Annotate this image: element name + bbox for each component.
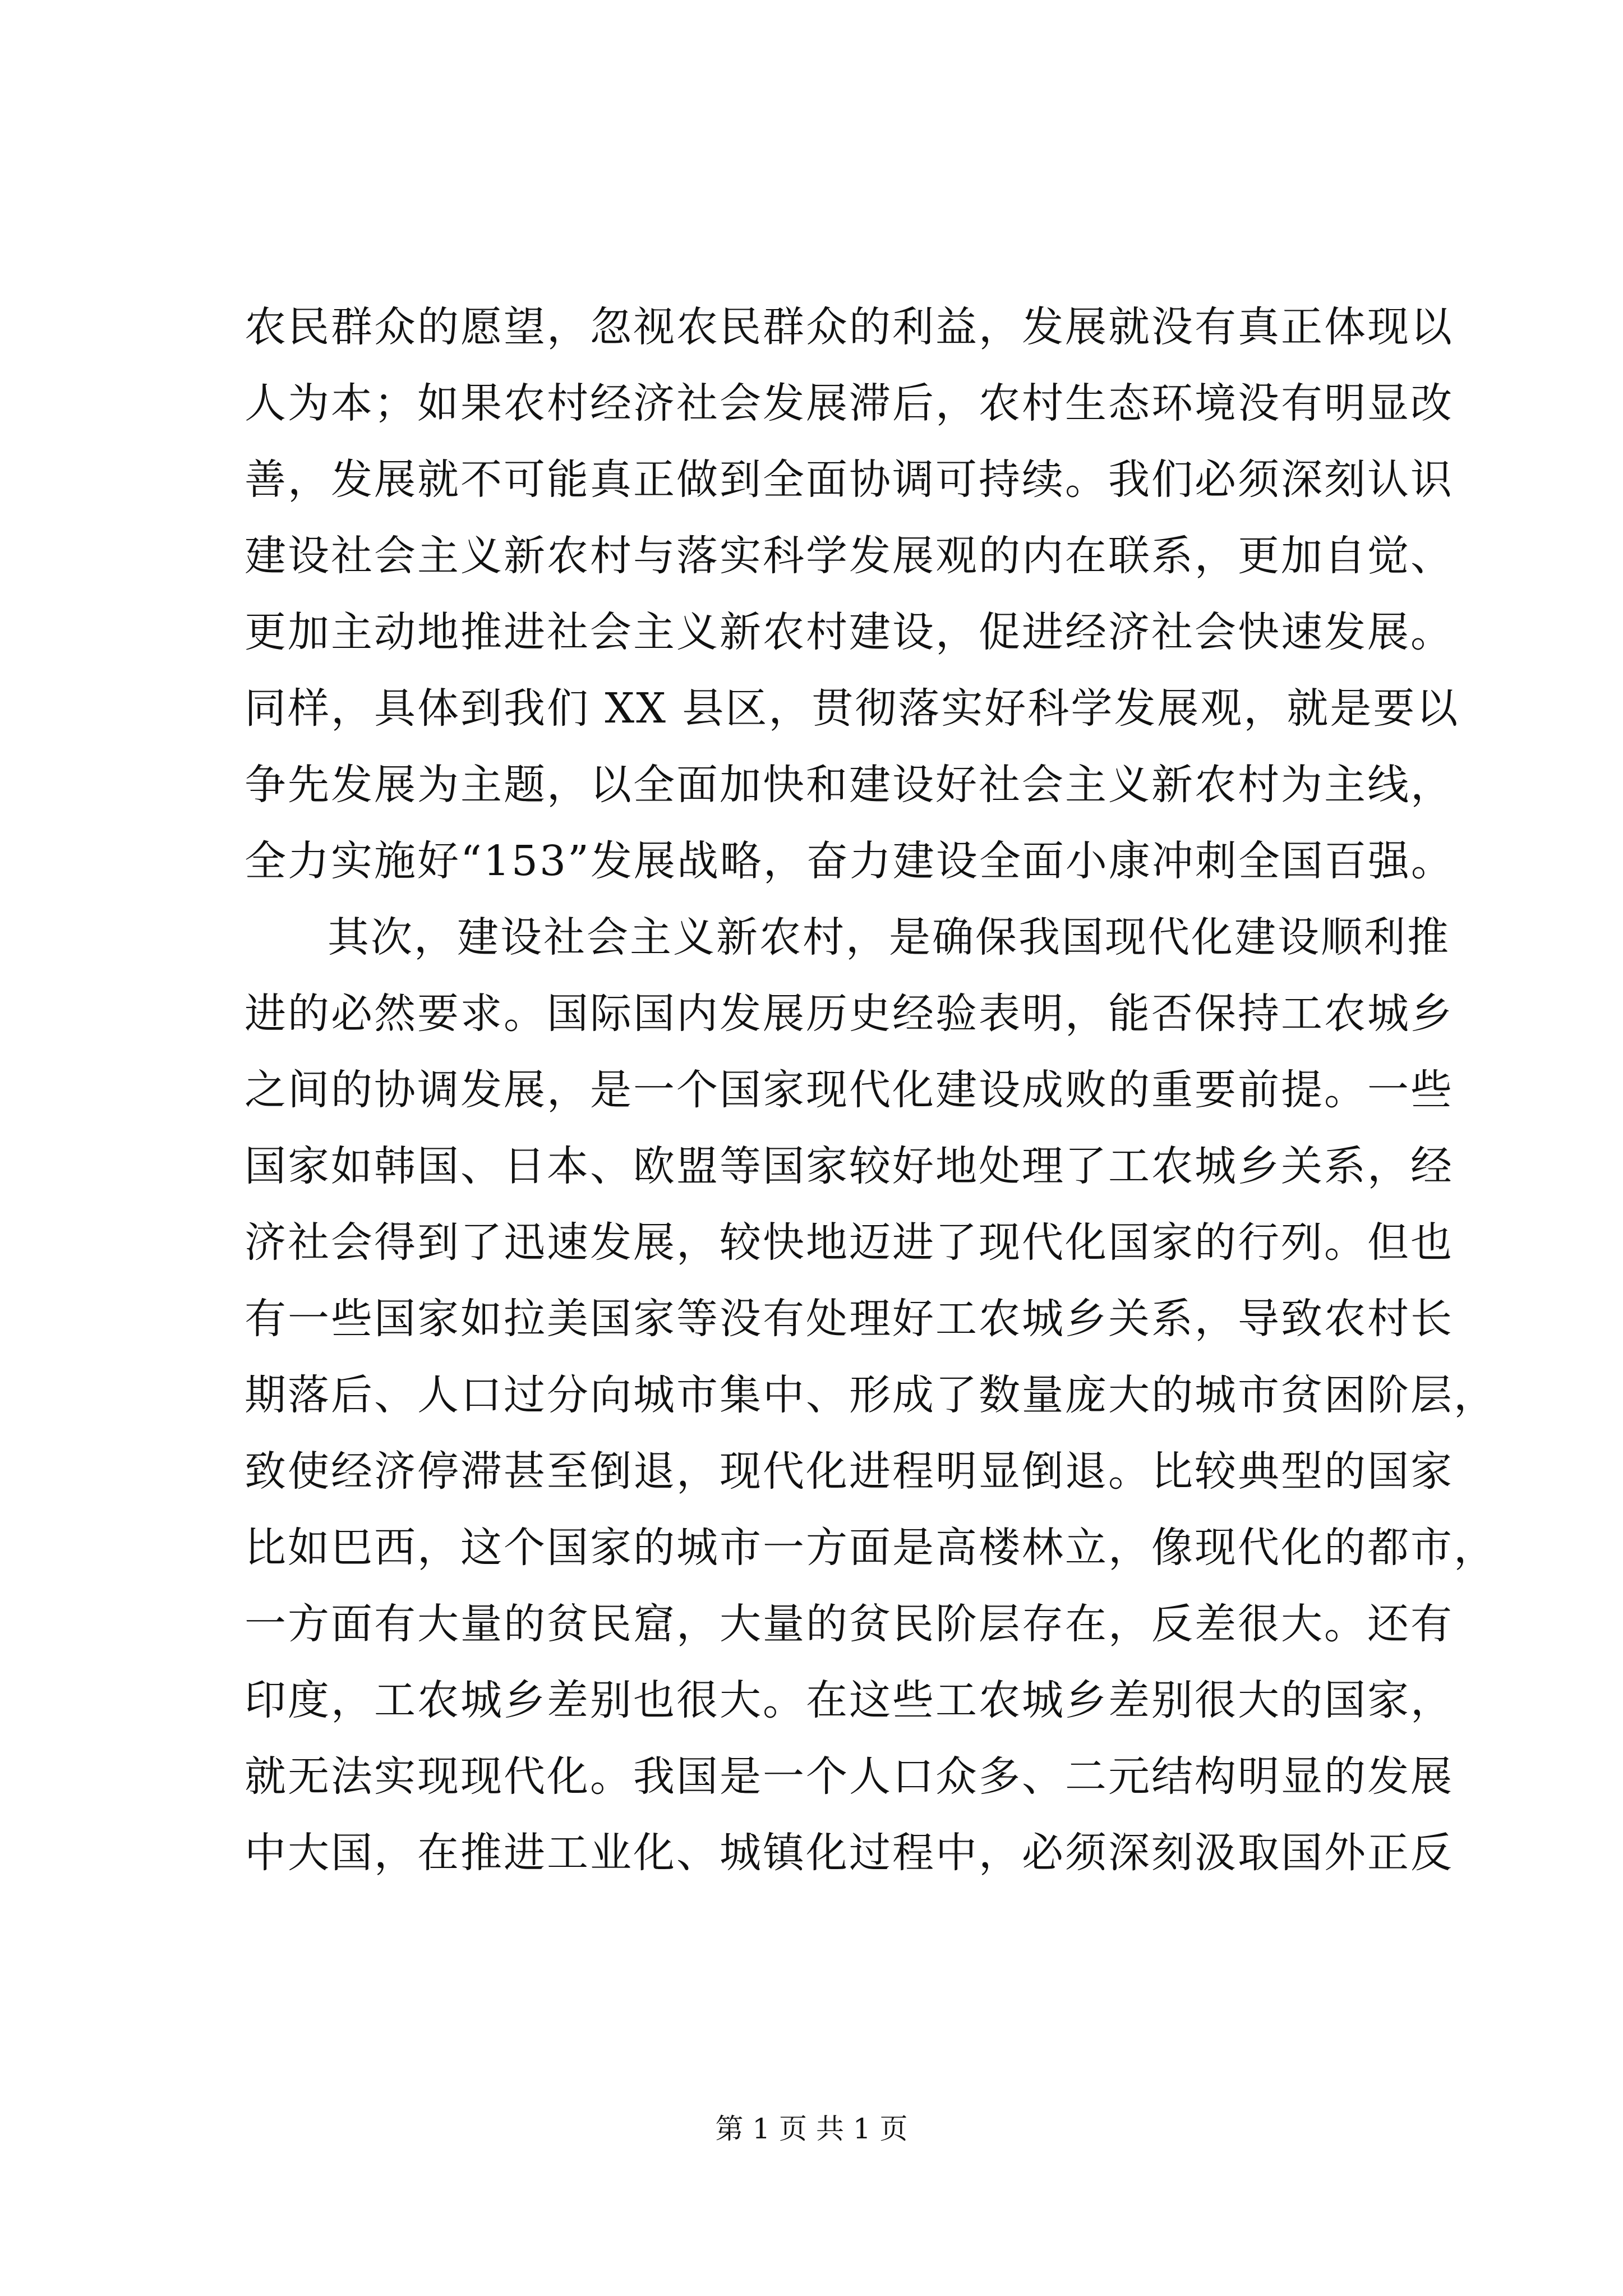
text-line: 国家如韩国、日本、欧盟等国家较好地处理了工农城乡关系，经: [245, 1142, 1454, 1190]
text-line: 农民群众的愿望，忽视农民群众的利益，发展就没有真正体现以: [245, 303, 1454, 351]
paragraph-first-line: 其次，建设社会主义新农村，是确保我国现代化建设顺利推: [328, 913, 1450, 961]
text-line: 更加主动地推进社会主义新农村建设，促进经济社会快速发展。: [245, 608, 1454, 656]
text-line: 有一些国家如拉美国家等没有处理好工农城乡关系，导致农村长: [245, 1295, 1454, 1343]
body-text: [245, 289, 1497, 1891]
text-line: 就无法实现现代化。我国是一个人口众多、二元结构明显的发展: [245, 1752, 1454, 1801]
text-line: 善，发展就不可能真正做到全面协调可持续。我们必须深刻认识: [245, 455, 1454, 504]
text-line: 人为本；如果农村经济社会发展滞后，农村生态环境没有明显改: [245, 379, 1454, 427]
text-line: 期落后、人口过分向城市集中、形成了数量庞大的城市贫困阶层，: [245, 1371, 1497, 1419]
text-line: 之间的协调发展，是一个国家现代化建设成败的重要前提。一些: [245, 1066, 1454, 1114]
text-line: 比如巴西，这个国家的城市一方面是高楼林立，像现代化的都市，: [245, 1524, 1497, 1572]
text-line: 中大国，在推进工业化、城镇化过程中，必须深刻汲取国外正反: [245, 1829, 1454, 1877]
text-line: 争先发展为主题，以全面加快和建设好社会主义新农村为主线，: [245, 761, 1454, 809]
text-line: 进的必然要求。国际国内发展历史经验表明，能否保持工农城乡: [245, 990, 1454, 1038]
text-line: 济社会得到了迅速发展，较快地迈进了现代化国家的行列。但也: [245, 1218, 1454, 1267]
text-line: 建设社会主义新农村与落实科学发展观的内在联系，更加自觉、: [245, 532, 1454, 580]
text-line: 同样，具体到我们 XX 县区，贯彻落实好科学发展观，就是要以: [245, 684, 1460, 733]
text-line: 印度，工农城乡差别也很大。在这些工农城乡差别很大的国家，: [245, 1676, 1454, 1724]
text-line: 全力实施好“153”发展战略，奋力建设全面小康冲刺全国百强。: [245, 837, 1454, 885]
text-line: 一方面有大量的贫民窟，大量的贫民阶层存在，反差很大。还有: [245, 1600, 1454, 1648]
page-footer: 第 1 页 共 1 页: [715, 2113, 908, 2145]
text-line: 致使经济停滞甚至倒退，现代化进程明显倒退。比较典型的国家: [245, 1447, 1454, 1496]
